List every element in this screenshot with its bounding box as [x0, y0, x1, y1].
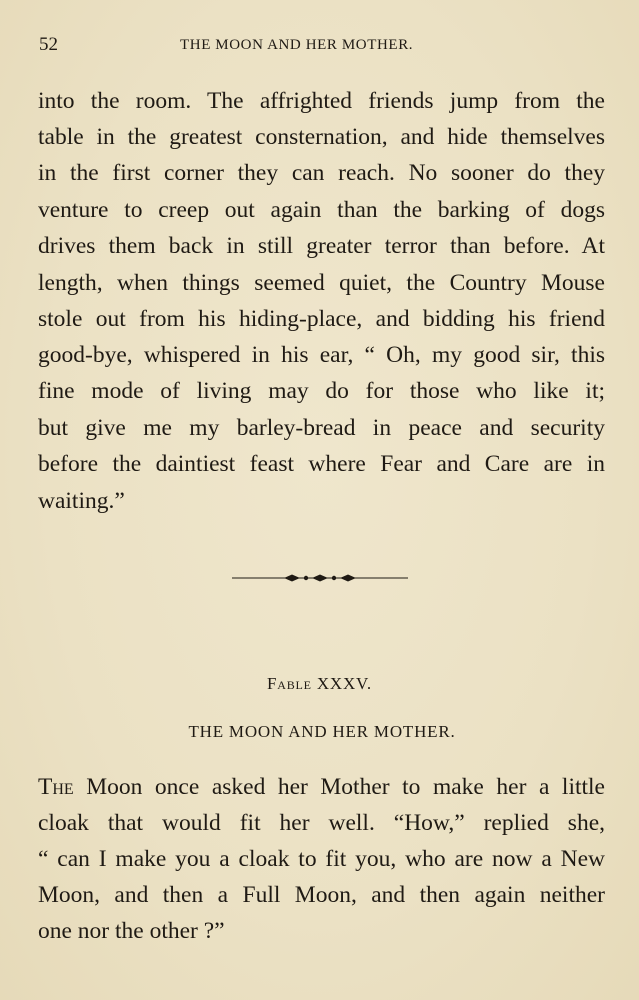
text-line: but give me my barley-bread in peace and security [38, 415, 605, 441]
text-line: stole out from his hiding-place, and bidding his friend [38, 306, 605, 332]
text-line: fine mode of living may do for those who like it; [38, 378, 605, 404]
text-line: into the room. The affrighted friends jump from the [38, 88, 605, 114]
fable-number: Fable XXXV. [266, 674, 372, 693]
running-head [0, 34, 639, 58]
text-line: drives them back in still greater terror than before. At [38, 233, 605, 259]
running-title: THE MOON AND HER MOTHER. [180, 37, 414, 53]
ornamental-divider [232, 570, 408, 586]
fable-title: THE MOON AND HER MOTHER. [188, 722, 456, 741]
text-line [38, 772, 605, 802]
page-number: 52 [39, 34, 58, 55]
text-line: table in the greatest consternation, and hide themselves [38, 124, 605, 150]
text-line: “ can I make you a cloak to fit you, who are now a New [38, 846, 605, 872]
drop-word: The [38, 774, 74, 800]
text-line-rest: Moon once asked her Mother to make her a little [73, 774, 605, 800]
text-line: length, when things seemed quiet, the Country Mouse [38, 270, 605, 296]
text-line: in the first corner they can reach. No sooner do they [38, 160, 605, 186]
text-line: Moon, and then a Full Moon, and then again neither [38, 882, 605, 908]
text-line: good-bye, whispered in his ear, “ Oh, my good sir, this [38, 342, 605, 368]
text-line: waiting.” [38, 488, 125, 514]
text-line: venture to creep out again than the barking of dogs [38, 197, 605, 223]
text-line: before the daintiest feast where Fear and Care are in [38, 451, 605, 477]
text-line: cloak that would fit her well. “How,” replied she, [38, 810, 605, 836]
text-line: one nor the other ?” [38, 918, 225, 944]
